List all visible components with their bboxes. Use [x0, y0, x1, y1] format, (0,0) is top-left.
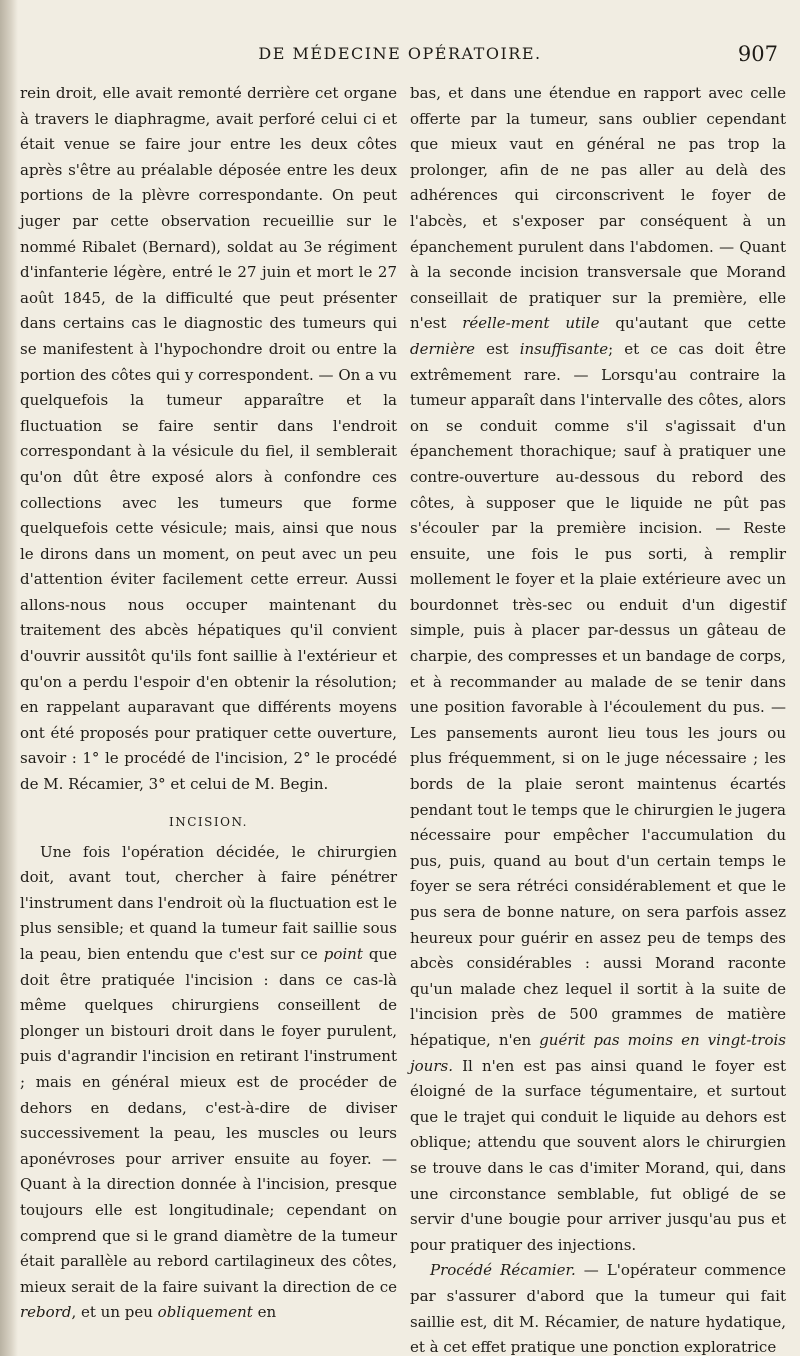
- text-run: est: [475, 339, 520, 358]
- section-heading-incision: INCISION.: [168, 814, 248, 829]
- italic-run: Procédé Récamier.: [430, 1261, 576, 1280]
- page-number: 907: [737, 42, 778, 66]
- italic-run: insuffisante: [519, 339, 609, 358]
- binding-gutter-shadow: [0, 0, 18, 1356]
- text-run: en: [252, 1303, 277, 1322]
- right-paragraph-2: [410, 1258, 786, 1356]
- text-run: — L'opérateur commence par s'assurer d'abord que la tumeur qui fait saillie est, dit M. Récamier, de nature hydatique, et à cet effet pratique une ponction exploratrice: [410, 1261, 786, 1356]
- left-column: [20, 81, 397, 1326]
- running-head: DE MÉDECINE OPÉRATOIRE.: [258, 44, 542, 63]
- left-paragraph-1: rein droit, elle avait remonté derrière cet organe à travers le diaphragme, avait perforé celui ci et était venue se faire jour entre les deux côtes après s'être au préalable déposée entre les deux portions de la plèvre correspondante. On peut juger par cette observation recueillie sur le nommé Ribalet (Bernard), soldat au 3e régiment d'infanterie légère, entré le 27 juin et mort le 27 août 1845, de la difficulté que peut présenter dans certains cas le diagnostic des tumeurs qui se manifestent à l'hypochondre droit ou entre la portion des côtes qui y correspondent. — On a vu quelquefois la tumeur apparaître et la fluctuation se faire sentir dans l'endroit correspondant à la vésicule du fiel, il semblerait qu'on dût être exposé alors à confondre ces collections avec les tumeurs que forme quelquefois cette vésicule; mais, ainsi que nous le dirons dans un moment, on peut avec un peu d'attention éviter facilement cette erreur. Aussi allons-nous nous occuper maintenant du traitement des abcès hépatiques qu'il convient d'ouvrir aussitôt qu'ils font saillie à l'extérieur et qu'on a perdu l'espoir d'en obtenir la résolution; en rappelant auparavant que différents moyens ont été proposés pour pratiquer cette ouverture, savoir : 1° le procédé de l'incision, 2° le procédé de M. Récamier, 3° et celui de M. Begin.: [20, 84, 397, 794]
- italic-run: guérit pas moins en vingt-trois jours.: [410, 1030, 786, 1075]
- text-run: qu'autant que cette: [599, 314, 787, 333]
- italic-run: dernière: [410, 339, 476, 358]
- text-run: Une fois l'opération décidée, le chirurgien doit, avant tout, chercher à faire pénétrer l'instrument dans l'endroit où la fluctuation est le plus sensible; et quand la tumeur fait saillie sous la peau, bien entendu que c'est sur ce: [20, 842, 398, 963]
- right-column: [410, 81, 786, 1356]
- left-paragraph-2: [20, 840, 397, 1326]
- italic-run: rebord: [20, 1303, 72, 1322]
- text-run: bas, et dans une étendue en rapport avec celle offerte par la tumeur, sans oublier cependant que mieux vaut en général ne pas trop la prolonger, afin de ne pas aller au delà des adhérences qui circonscrivent le foyer de l'abcès, et s'exposer par conséquent à un épanchement purulent dans l'abdomen. — Quant à la seconde incision transversale que Morand conseillait de pratiquer sur la première, elle n'est: [410, 84, 786, 333]
- italic-run: point: [323, 945, 363, 963]
- text-run: , et un peu: [71, 1303, 158, 1322]
- text-run: ; et ce cas doit être extrêmement rare. — Lorsqu'au contraire la tumeur apparaît dans l'intervalle des côtes, alors on se conduit comme s'il s'agissait d'un épanchement thorachique; sauf à pratiquer une contre-ouverture au-dessous du rebord des côtes, à supposer que le liquide ne pût pas s'écouler par la première incision. — Reste ensuite, une fois le pus sorti, à remplir mollement le foyer et la plaie extérieure avec un bourdonnet très-sec ou enduit d'un digestif simple, puis à placer par-dessus un gâteau de charpie, des compresses et un bandage de corps, et à recommander au malade de se tenir dans une position favorable à l'écoulement du pus. — Les pansements auront lieu tous les jours ou plus fréquemment, si on le juge nécessaire ; les bords de la plaie seront maintenus écartés pendant tout le temps que le chirurgien le jugera nécessaire pour empêcher l'accumulation du pus, puis, quand au bout d'un certain temps le foyer se sera rétréci considérablement et que le pus sera de bonne nature, on sera parfois assez heureux pour guérir en assez peu de temps des abcès considérables : aussi Morand raconte qu'un malade chez lequel il sortit à la suite de l'incision près de 500 grammes de matière hépatique, n'en: [410, 339, 787, 1049]
- italic-run: réelle-ment utile: [462, 314, 600, 333]
- text-run: Il n'en est pas ainsi quand le foyer est éloigné de la surface tégumentaire, et surtout que le trajet qui conduit le liquide au dehors est oblique; attendu que souvent alors le chirurgien se trouve dans le cas d'imiter Morand, qui, dans une circonstance semblable, fut obligé de se servir d'une bougie pour arriver jusqu'au pus et pour pratiquer des injections.: [410, 1056, 786, 1254]
- page-header: [0, 44, 800, 74]
- text-run: que doit être pratiquée l'incision : dans ce cas-là même quelques chirurgiens conseillent de plonger un bistouri droit dans le foyer purulent, puis d'agrandir l'incision en retirant l'instrument ; mais en général mieux est de procéder de dehors en dedans, c'est-à-dire de diviser successivement la peau, les muscles ou leurs aponévroses pour arriver ensuite au foyer. — Quant à la direction donnée à l'incision, presque toujours elle est longitudinale; cependant on comprend que si le grand diamètre de la tumeur était parallèle au rebord cartilagineux des côtes, mieux serait de la faire suivant la direction de ce: [20, 945, 397, 1296]
- italic-run: obliquement: [157, 1303, 253, 1322]
- right-paragraph-1: [410, 81, 786, 1258]
